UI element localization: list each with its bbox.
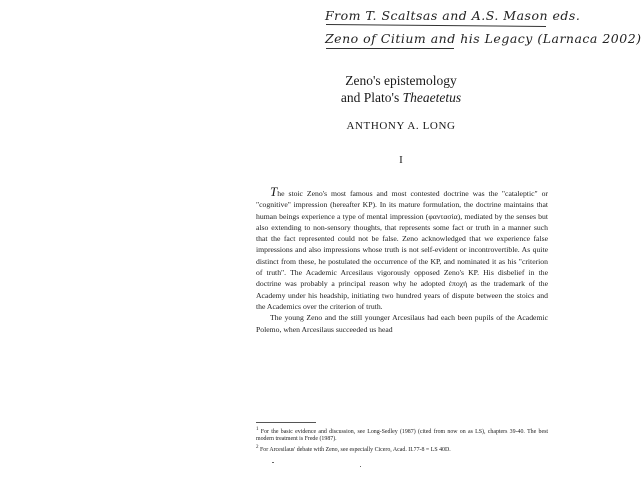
body-text [256,186,548,335]
paragraph: The stoic Zeno's most famous and most contested doctrine was the "cataleptic" or "cognitive" impression (hereafter KP). In its mature formulation, the doctrine maintains that human beings experience a type of mental impression (φαντασία), mediated by the senses but also extending to non-sensory thoughts, that represents some fact or truth in a manner such that the fact represented could not be false. Zeno acknowledged that we experience false impressions and also impressions whose truth is not self-evident or incontrovertible. As quite distinct from these, he postulated the occurrence of the KP, and nominated it as his "criterion of truth". The Academic Arcesilaus vigorously opposed Zeno's KP. His disbelief in the doctrine was probably a principal reason why he adopted ἐποχή as the trademark of the Academy under his headship, initiating two hundred years of dispute between the stoics and the Academics over the criterion of truth. [256,184,548,311]
footnotes [256,426,548,454]
footnote-separator [256,422,316,423]
author-name: ANTHONY A. LONG [346,120,456,132]
handwritten-underline [326,48,454,49]
scan-speck [272,462,274,463]
footnote-text: For Arcesilaus' debate with Zeno, see especially Cicero, Acad. II.77-8 = LS 40D. [259,446,451,453]
footnote [256,426,548,444]
handwritten-book-title: Zeno of Citium and his Legacy (Larnaca 2002) [325,31,642,46]
title-work-name: Theaetetus [402,90,462,105]
footnote-text: For the basic evidence and discussion, see Long-Sedley (1987) (cited from now on as LS), chapters 39-40. The best modern treatment is Frede (1987). [256,428,548,443]
paragraph: The young Zeno and the still younger Arcesilaus had each been pupils of the Academic Polemo, when Arcesilaus succeeded us head [256,313,548,334]
handwritten-source-note: From T. Scaltsas and A.S. Mason eds. [325,8,581,23]
footnote-marker: 1 [256,427,259,432]
footnote [256,444,548,454]
scan-speck [360,466,361,467]
section-number: I [399,154,403,166]
handwritten-underline [326,24,546,27]
chapter-title-line2 [336,89,466,106]
chapter-title-line1: Zeno's epistemology [345,73,457,88]
title-prefix: and Plato's [340,90,403,105]
footnote-marker: 2 [256,444,259,450]
